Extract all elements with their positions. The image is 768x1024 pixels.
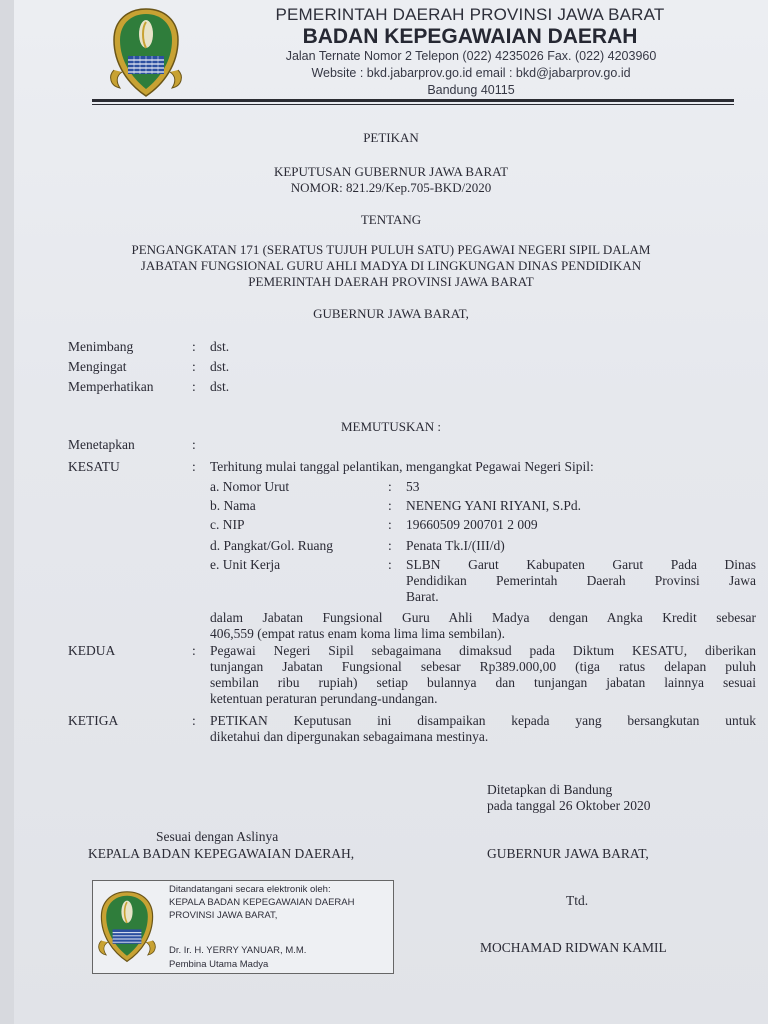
ketiga-line-1: PETIKAN Keputusan ini disampaikan kepada yang bersangkutan untuk: [210, 713, 756, 728]
esign-signer-rank: Pembina Utama Madya: [169, 959, 269, 970]
kesatu-closing-1: dalam Jabatan Fungsional Guru Ahli Madya dengan Angka Kredit sebesar: [210, 610, 756, 625]
tentang-heading: TENTANG: [360, 212, 422, 227]
field-value-unit-kerja-2: Pendidikan Pemerintah Daerah Provinsi Jawa: [406, 573, 756, 588]
ketiga-line-2: diketahui dan dipergunakan sebagaimana mestinya.: [210, 729, 489, 744]
field-value-pangkat: Penata Tk.I/(III/d): [406, 538, 505, 553]
letterhead-city: Bandung 40115: [427, 83, 515, 97]
esign-signer-name: Dr. Ir. H. YERRY YANUAR, M.M.: [169, 945, 307, 956]
field-key-unit-kerja: e. Unit Kerja: [210, 557, 281, 572]
subject-line-2: JABATAN FUNGSIONAL GURU AHLI MADYA DI LINGKUNGAN DINAS PENDIDIKAN: [140, 258, 642, 273]
letterhead-website: Website : bkd.jabarprov.go.id email : bkd@jabarprov.go.id: [311, 66, 631, 80]
menimbang-value: dst.: [210, 339, 230, 354]
kesatu-label: KESATU: [68, 459, 120, 474]
ketiga-label: KETIGA: [68, 713, 119, 728]
menetapkan-label: Menetapkan: [68, 437, 135, 452]
field-value-nomor-urut: 53: [406, 479, 420, 494]
decree-number: NOMOR: 821.29/Kep.705-BKD/2020: [290, 180, 492, 195]
field-key-pangkat: d. Pangkat/Gol. Ruang: [210, 538, 333, 553]
kesatu-colon: :: [192, 459, 196, 474]
signing-date: pada tanggal 26 Oktober 2020: [487, 798, 651, 813]
document-type: PETIKAN: [363, 130, 419, 145]
mengingat-label: Mengingat: [68, 359, 127, 374]
kedua-label: KEDUA: [68, 643, 116, 658]
governor-title: GUBERNUR JAWA BARAT,: [487, 846, 649, 861]
subject-line-3: PEMERINTAH DAERAH PROVINSI JAWA BARAT: [248, 274, 534, 289]
mengingat-colon: :: [192, 359, 196, 374]
letterhead-rule-thick: [92, 99, 734, 102]
field-key-nomor-urut: a. Nomor Urut: [210, 479, 290, 494]
memperhatikan-label: Memperhatikan: [68, 379, 154, 394]
field-key-nama: b. Nama: [210, 498, 256, 513]
field-colon: :: [388, 557, 392, 572]
document-page: [14, 0, 768, 1024]
governor-heading: GUBERNUR JAWA BARAT,: [313, 306, 469, 321]
field-value-unit-kerja-1: SLBN Garut Kabupaten Garut Pada Dinas: [406, 557, 756, 572]
esign-office-line-1: KEPALA BADAN KEPEGAWAIAN DAERAH: [169, 897, 355, 908]
field-value-nama: NENENG YANI RIYANI, S.Pd.: [406, 498, 581, 513]
letterhead-address: Jalan Ternate Nomor 2 Telepon (022) 4235026 Fax. (022) 4203960: [285, 49, 657, 63]
menetapkan-colon: :: [192, 437, 196, 452]
subject-line-1: PENGANGKATAN 171 (SERATUS TUJUH PULUH SATU) PEGAWAI NEGERI SIPIL DALAM: [131, 242, 651, 257]
letterhead-agency: BADAN KEPEGAWAIAN DAERAH: [302, 25, 638, 48]
decree-title: KEPUTUSAN GUBERNUR JAWA BARAT: [273, 164, 509, 179]
certified-copy-note: Sesuai dengan Aslinya: [156, 829, 279, 844]
letterhead-government: PEMERINTAH DAERAH PROVINSI JAWA BARAT: [275, 5, 665, 24]
esign-caption: Ditandatangani secara elektronik oleh:: [169, 884, 331, 895]
field-value-nip: 19660509 200701 2 009: [406, 517, 538, 532]
field-colon: :: [388, 498, 392, 513]
esign-office-line-2: PROVINSI JAWA BARAT,: [169, 910, 278, 921]
mengingat-value: dst.: [210, 359, 230, 374]
menimbang-label: Menimbang: [68, 339, 134, 354]
field-key-nip: c. NIP: [210, 517, 245, 532]
kedua-line-4: ketentuan peraturan perundang-undangan.: [210, 691, 438, 706]
kesatu-closing-2: 406,559 (empat ratus enam koma lima lima sembilan).: [210, 626, 506, 641]
field-colon: :: [388, 517, 392, 532]
menimbang-colon: :: [192, 339, 196, 354]
field-colon: :: [388, 479, 392, 494]
e-signature-box: [92, 880, 394, 974]
kedua-line-3: sembilan ribu rupiah) setiap bulannya dan tunjangan jabatan lainnya sesuai: [210, 675, 756, 690]
field-colon: :: [388, 538, 392, 553]
jawa-barat-emblem-icon: [106, 6, 186, 100]
certifier-title: KEPALA BADAN KEPEGAWAIAN DAERAH,: [88, 846, 355, 861]
memperhatikan-value: dst.: [210, 379, 230, 394]
kesatu-intro: Terhitung mulai tanggal pelantikan, mengangkat Pegawai Negeri Sipil:: [210, 459, 594, 474]
ttd-mark: Ttd.: [566, 893, 589, 908]
jawa-barat-emblem-small-icon: [95, 887, 159, 967]
kedua-colon: :: [192, 643, 196, 658]
governor-name: MOCHAMAD RIDWAN KAMIL: [480, 940, 667, 955]
letterhead-rule-thin: [92, 104, 734, 105]
signing-place: Ditetapkan di Bandung: [487, 782, 613, 797]
kedua-line-1: Pegawai Negeri Sipil sebagaimana dimaksud pada Diktum KESATU, diberikan: [210, 643, 756, 658]
kedua-line-2: tunjangan Jabatan Fungsional sebesar Rp389.000,00 (tiga ratus delapan puluh: [210, 659, 756, 674]
memutuskan-heading: MEMUTUSKAN :: [340, 419, 442, 434]
ketiga-colon: :: [192, 713, 196, 728]
memperhatikan-colon: :: [192, 379, 196, 394]
field-value-unit-kerja-3: Barat.: [406, 589, 439, 604]
